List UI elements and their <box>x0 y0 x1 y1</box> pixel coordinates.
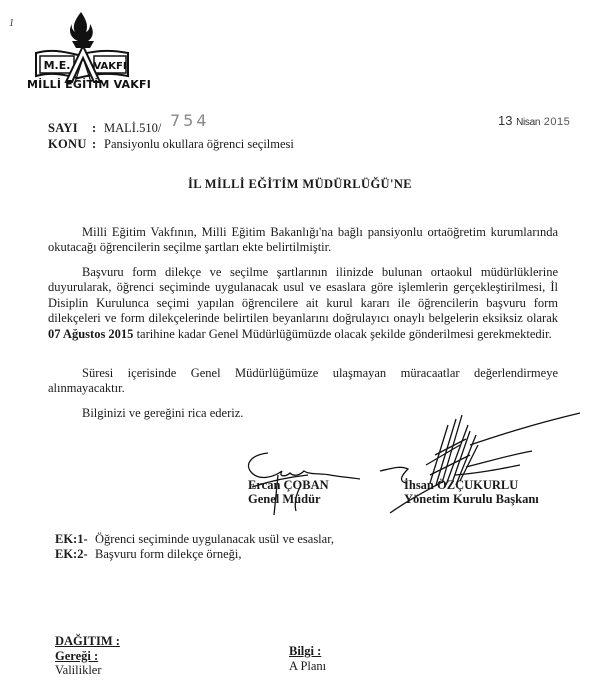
date-stamp <box>498 113 570 128</box>
konu-row <box>48 137 294 152</box>
stamp-number: 754 <box>170 111 210 130</box>
logo-label: MİLLİ EĞİTİM VAKFI <box>27 78 151 91</box>
konu-label: KONU <box>48 137 87 151</box>
separator: : <box>92 121 97 135</box>
signer-1 <box>248 478 329 506</box>
signer-1-title: Genel Müdür <box>248 492 321 506</box>
svg-text:VAKFI: VAKFI <box>93 61 127 72</box>
paragraph-2-text-b: tarihine kadar Genel Müdürlüğümüzde olacak şekilde gönderilmesi gerekmektedir. <box>133 326 552 341</box>
sayi-row <box>48 121 161 136</box>
separator: : <box>92 137 97 151</box>
recipient-heading: İL MİLLİ EĞİTİM MÜDÜRLÜĞÜ'NE <box>187 177 413 191</box>
paragraph-1 <box>48 225 558 256</box>
signer-2-name: İhsan ÖZÇUKURLU <box>404 478 519 492</box>
attachment-1 <box>55 532 334 547</box>
distribution-left <box>55 634 120 678</box>
gereği-label: Gereği : <box>55 648 99 663</box>
deadline-date: 07 Ağustos 2015 <box>48 326 134 341</box>
signer-2 <box>404 478 539 506</box>
gereği-value: Valilikler <box>55 663 102 677</box>
bilgi-label: Bilgi : <box>289 644 322 658</box>
bilgi-value: A Planı <box>289 658 327 673</box>
attachment-2-label: EK:2- <box>55 547 88 561</box>
date-month: Nisan <box>516 117 541 128</box>
distribution-right <box>289 644 326 673</box>
paragraph-2 <box>48 265 558 342</box>
sayi-label: SAYI <box>48 121 78 135</box>
margin-mark: 1 <box>9 18 14 29</box>
attachment-1-label: EK:1- <box>55 532 88 546</box>
signer-1-name: Ercan ÇOBAN <box>248 478 329 492</box>
attachment-2 <box>55 547 241 562</box>
date-day: 13 <box>498 113 513 128</box>
svg-text:M.E.: M.E. <box>43 59 71 72</box>
paragraph-2-text-a: Başvuru form dilekçe ve seçilme şartlarının ilinizde bulunan ortaokul müdürlüklerine duyurularak, öğrenci seçiminde uygulanacak usul ve esaslara göre işlemlerin gerçekleştirilmesi, İl Disiplin Kurulunca seçimi yapılan öğrencilere ait kurul kararı ile öğrencilerin başvuru form dilekçeleri ve form dilekçelerinde belirtilen beyanlarını doğrulayıcı onaylı belgelerin eksiksiz olarak <box>48 265 558 326</box>
attachment-1-text: Öğrenci seçiminde uygulanacak usül ve esaslar, <box>95 532 334 546</box>
attachment-2-text: Başvuru form dilekçe örneği, <box>95 547 242 561</box>
signer-2-title: Yönetim Kurulu Başkanı <box>404 492 539 506</box>
paragraph-3 <box>48 366 558 397</box>
sayi-value: MALİ.510/ <box>104 121 162 135</box>
date-year: 2015 <box>543 116 571 128</box>
distribution-title: DAĞITIM : <box>55 634 120 648</box>
paragraph-3-text: Süresi içerisinde Genel Müdürlüğümüze ulaşmayan müracaatlar değerlendirmeye alınmayacaktır. <box>48 366 558 396</box>
konu-value: Pansiyonlu okullara öğrenci seçilmesi <box>104 137 294 151</box>
paragraph-4-text: Bilginizi ve gereğini rica ederiz. <box>82 406 244 420</box>
paragraph-1-text: Milli Eğitim Vakfının, Milli Eğitim Bakanlığı'na bağlı pansiyonlu ortaöğretim kurumlarında okutacağı öğrencilerin seçilme şartları ekte belirtilmiştir. <box>48 225 558 255</box>
